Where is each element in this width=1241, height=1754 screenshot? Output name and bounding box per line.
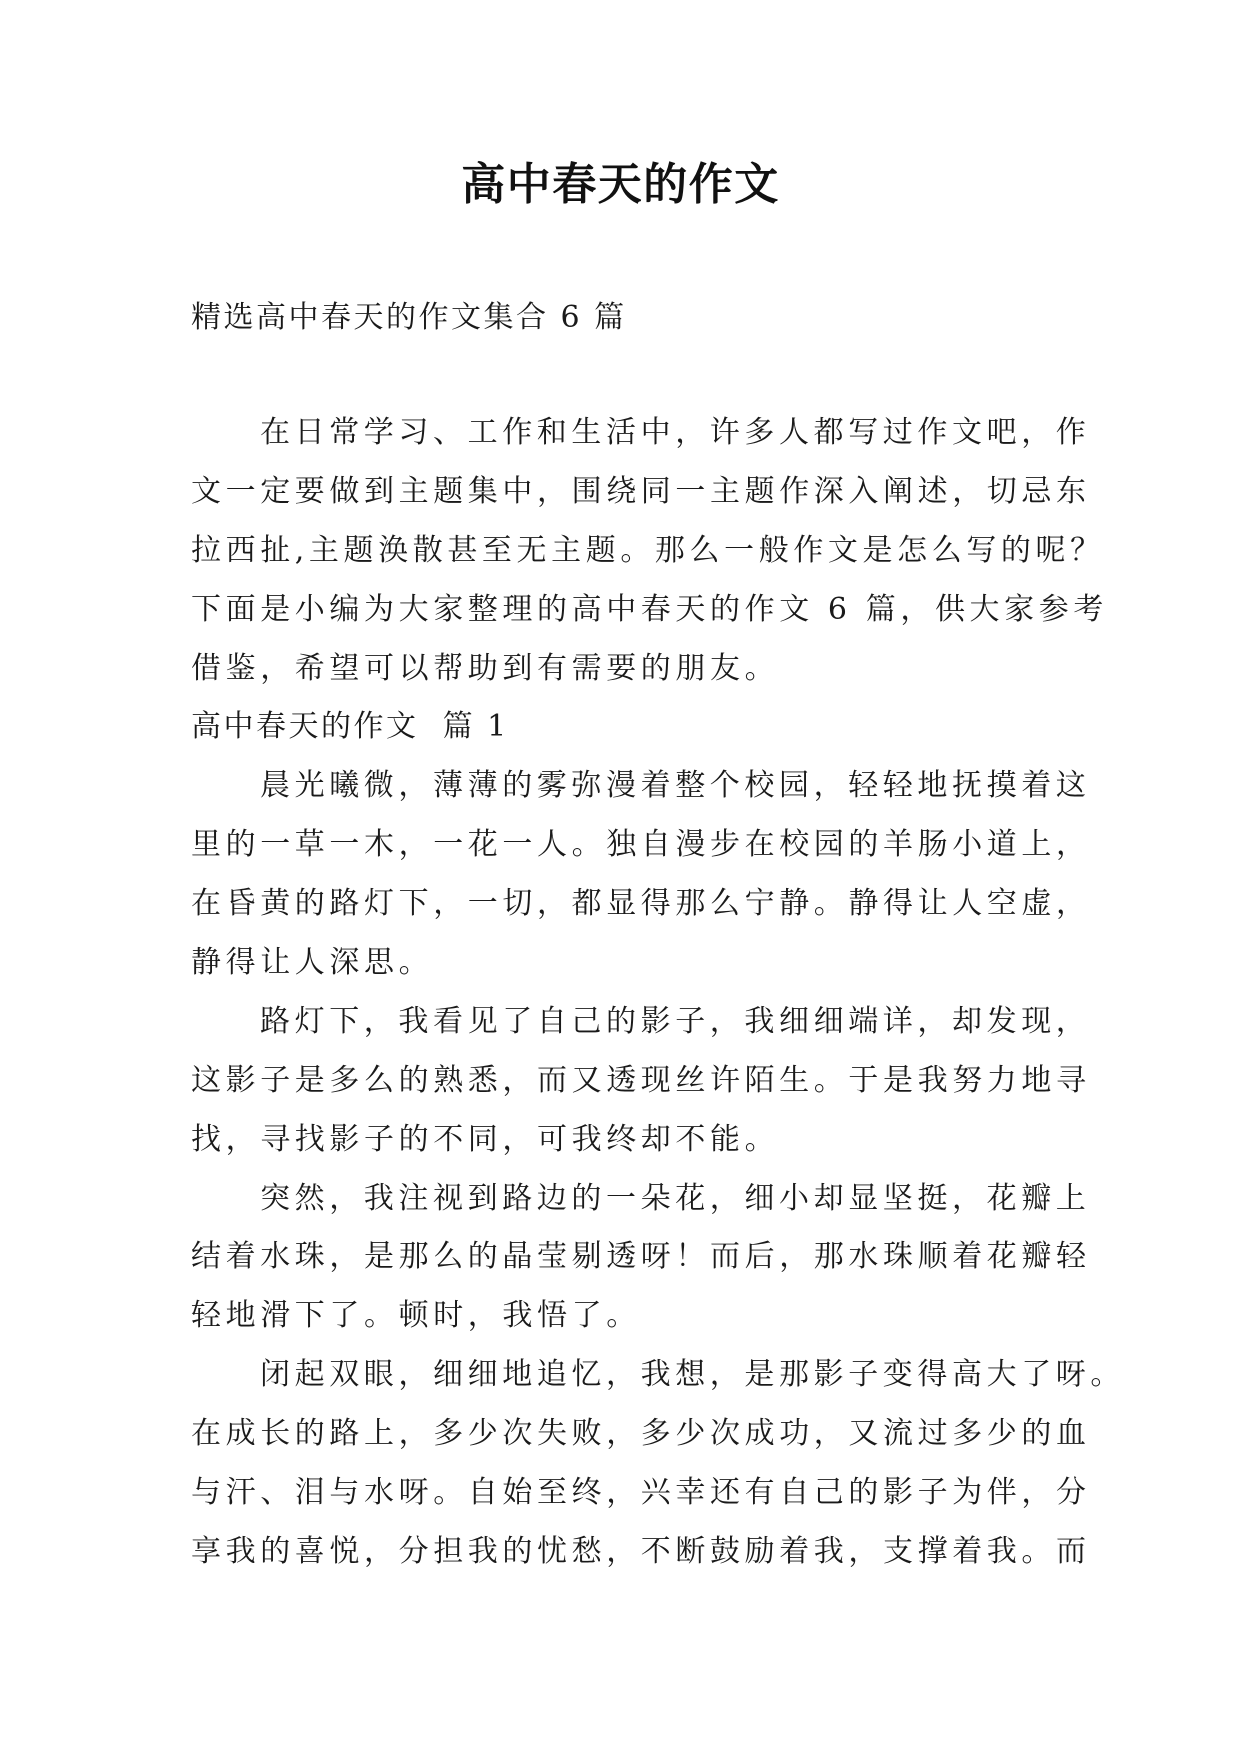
- paragraph: [191, 993, 1091, 1170]
- text-line: 结着水珠，是那么的晶莹剔透呀！而后，那水珠顺着花瓣轻: [191, 1239, 1091, 1275]
- paragraph: [191, 1170, 1091, 1347]
- text-line: 拉西扯,主题涣散甚至无主题。那么一般作文是怎么写的呢？: [191, 532, 1105, 568]
- text-line: 晨光曦微，薄薄的雾弥漫着整个校园，轻轻地抚摸着这: [260, 768, 1091, 804]
- document-subtitle: 精选高中春天的作文集合 6 篇: [191, 300, 627, 335]
- text-line: 路灯下，我看见了自己的影子，我细细端详，却发现，: [260, 1003, 1091, 1039]
- intro-paragraph: [191, 404, 1108, 698]
- text-line: 在日常学习、工作和生活中，许多人都写过作文吧，作: [260, 415, 1091, 450]
- text-line: 静得让人深思。: [191, 945, 434, 981]
- text-line: 突然，我注视到路边的一朵花，细小却显坚挺，花瓣上: [260, 1180, 1091, 1216]
- text-line: 轻地滑下了。顿时，我悟了。: [191, 1298, 641, 1334]
- text-line: 闭起双眼，细细地追忆，我想，是那影子变得高大了呀。: [260, 1357, 1125, 1393]
- text-line: 文一定要做到主题集中，围绕同一主题作深入阐述，切忌东: [191, 473, 1091, 509]
- text-line: 里的一草一木，一花一人。独自漫步在校园的羊肠小道上，: [191, 827, 1091, 863]
- paragraph: [191, 1346, 1125, 1582]
- text-line: 下面是小编为大家整理的高中春天的作文 6 篇，供大家参考: [191, 591, 1108, 627]
- section-heading: 高中春天的作文 篇 1: [191, 709, 509, 745]
- text-line: 找，寻找影子的不同，可我终却不能。: [191, 1121, 780, 1157]
- text-line: 在成长的路上，多少次失败，多少次成功，又流过多少的血: [191, 1416, 1091, 1452]
- text-line: 这影子是多么的熟悉，而又透现丝许陌生。于是我努力地寻: [191, 1062, 1091, 1098]
- text-line: 与汗、泪与水呀。自始至终，兴幸还有自己的影子为伴，分: [191, 1475, 1091, 1511]
- text-line: 借鉴，希望可以帮助到有需要的朋友。: [191, 650, 780, 686]
- page-title: 高中春天的作文: [461, 159, 780, 210]
- paragraph: [191, 757, 1091, 993]
- text-line: 在昏黄的路灯下，一切，都显得那么宁静。静得让人空虚，: [191, 886, 1091, 922]
- text-line: 享我的喜悦，分担我的忧愁，不断鼓励着我，支撑着我。而: [191, 1533, 1091, 1569]
- document-body: [191, 404, 1125, 1582]
